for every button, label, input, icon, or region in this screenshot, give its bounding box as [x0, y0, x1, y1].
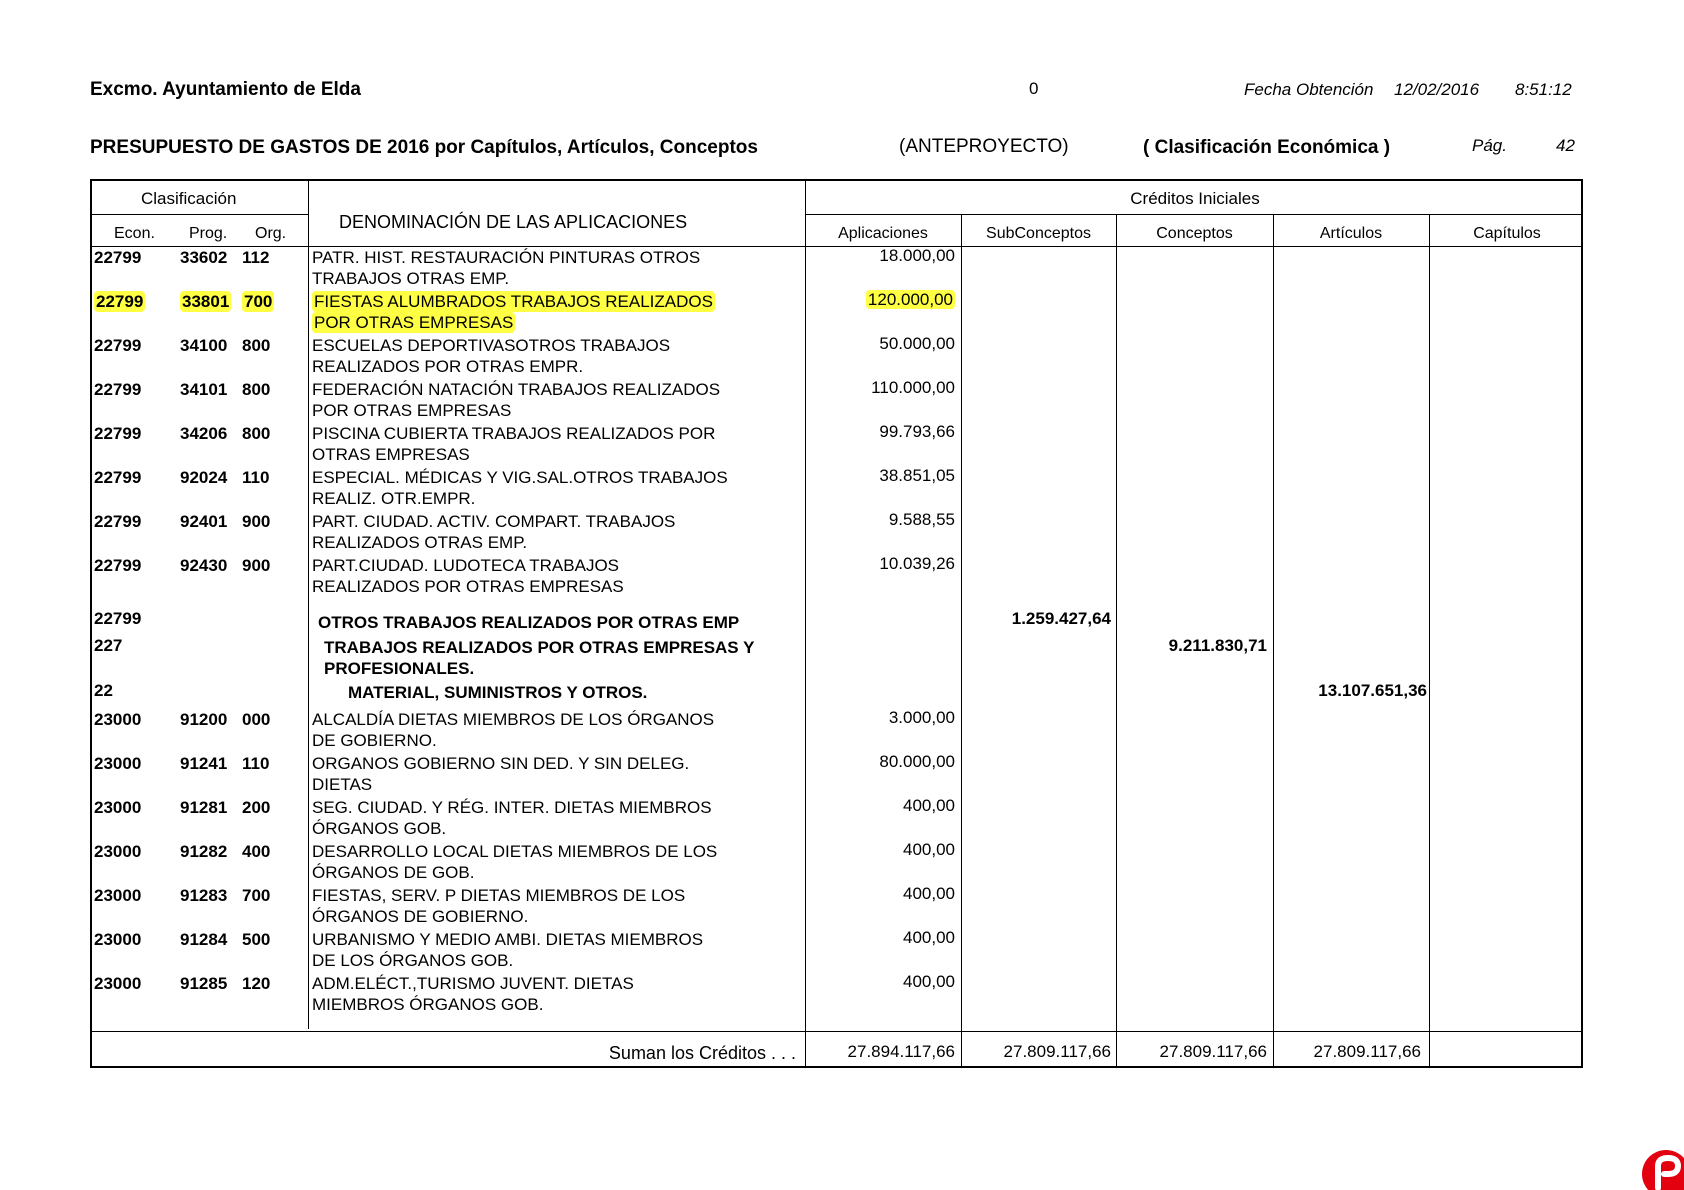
row-prog: 33801 — [182, 292, 230, 311]
row-econ: 22799 — [96, 292, 144, 311]
row-aplicaciones-amount: 110.000,00 — [871, 378, 955, 397]
row-denominacion-line1: FIESTAS ALUMBRADOS TRABAJOS REALIZADOS — [314, 292, 713, 311]
row-econ: 23000 — [94, 842, 142, 861]
row-aplicaciones-amount: 50.000,00 — [879, 334, 955, 353]
row-org: 900 — [242, 556, 271, 575]
row-org: 200 — [242, 798, 271, 817]
row-econ: 23000 — [94, 974, 142, 993]
row-aplicaciones-amount: 400,00 — [903, 840, 955, 859]
row-aplicaciones-amount: 3.000,00 — [888, 708, 955, 727]
subtotal-amount-22799: 1.259.427,64 — [1011, 609, 1111, 628]
row-prog: 34100 — [180, 336, 228, 355]
row-prog: 92024 — [180, 468, 228, 487]
row-econ: 22799 — [94, 556, 142, 575]
subtotal-amount-227: 9.211.830,71 — [1168, 636, 1267, 655]
row-denominacion-line2: TRABAJOS OTRAS EMP. — [312, 269, 510, 288]
row-denominacion-line2: DE LOS ÓRGANOS GOB. — [312, 951, 514, 970]
row-org: 800 — [242, 424, 271, 443]
row-org: 110 — [242, 468, 270, 487]
row-denominacion-line2: MIEMBROS ÓRGANOS GOB. — [312, 995, 544, 1014]
row-prog: 92430 — [180, 556, 228, 575]
row-econ: 23000 — [94, 710, 142, 729]
row-econ: 22799 — [94, 248, 142, 267]
row-aplicaciones-amount: 18.000,00 — [879, 246, 955, 265]
row-prog: 34101 — [180, 380, 228, 399]
row-denominacion-line2: POR OTRAS EMPRESAS — [312, 401, 512, 420]
subtotal-econ-22: 22 — [94, 681, 113, 700]
row-aplicaciones-amount: 99.793,66 — [879, 422, 955, 441]
totals-top-line — [92, 1031, 1581, 1032]
row-denominacion-line1: FIESTAS, SERV. P DIETAS MIEMBROS DE LOS — [312, 886, 686, 905]
row-denominacion-line1: PART.CIUDAD. LUDOTECA TRABAJOS — [312, 556, 620, 575]
row-aplicaciones-amount: 9.588,55 — [888, 510, 955, 529]
totals-aplicaciones: 27.894.117,66 — [847, 1042, 955, 1061]
corner-logo-icon — [1636, 1144, 1684, 1190]
row-prog: 91283 — [180, 886, 228, 905]
subtotal-text2-227: PROFESIONALES. — [324, 659, 475, 678]
header-clasificacion: Clasificación — [141, 189, 237, 208]
row-denominacion-line2: DE GOBIERNO. — [312, 731, 437, 750]
row-org: 900 — [242, 512, 271, 531]
row-prog: 91281 — [180, 798, 228, 817]
row-org: 800 — [242, 380, 271, 399]
row-econ: 22799 — [94, 380, 142, 399]
row-prog: 33602 — [180, 248, 228, 267]
row-denominacion-line1: ADM.ELÉCT.,TURISMO JUVENT. DIETAS — [312, 974, 634, 993]
header-conceptos: Conceptos — [1156, 225, 1233, 242]
row-aplicaciones-amount: 80.000,00 — [879, 752, 955, 771]
row-econ: 22799 — [94, 424, 142, 443]
row-econ: 23000 — [94, 798, 142, 817]
row-org: 112 — [242, 248, 270, 267]
row-denominacion-line2: REALIZADOS OTRAS EMP. — [312, 533, 528, 552]
anteproyecto-label: (ANTEPROYECTO) — [899, 136, 1069, 157]
col-line-denominacion — [308, 181, 309, 1029]
row-econ: 23000 — [94, 754, 142, 773]
pagina-number: 42 — [1556, 136, 1575, 155]
row-prog: 91285 — [180, 974, 228, 993]
row-org: 000 — [242, 710, 271, 729]
fecha-value: 12/02/2016 — [1394, 80, 1480, 99]
row-denominacion-line2: ÓRGANOS GOB. — [312, 819, 447, 838]
header-org: Org. — [255, 225, 287, 242]
header-subconceptos: SubConceptos — [986, 225, 1091, 242]
row-econ: 22799 — [94, 512, 142, 531]
row-denominacion-line2: REALIZ. OTR.EMPR. — [312, 489, 476, 508]
row-denominacion-line2: REALIZADOS POR OTRAS EMPRESAS — [312, 577, 624, 596]
header-econ: Econ. — [114, 225, 155, 242]
row-aplicaciones-amount: 400,00 — [903, 972, 955, 991]
totals-label: Suman los Créditos . . . — [608, 1043, 796, 1063]
row-denominacion-line1: DESARROLLO LOCAL DIETAS MIEMBROS DE LOS — [312, 842, 718, 861]
row-denominacion-line1: SEG. CIUDAD. Y RÉG. INTER. DIETAS MIEMBROS — [312, 798, 712, 817]
subtotal-econ-227: 227 — [94, 636, 123, 655]
fecha-label: Fecha Obtención — [1244, 80, 1374, 99]
row-org: 800 — [242, 336, 271, 355]
header-prog: Prog. — [189, 225, 228, 242]
highlighted-amount: 120.000,00 — [867, 290, 953, 309]
row-econ: 23000 — [94, 930, 142, 949]
subtotal-text-22: MATERIAL, SUMINISTROS Y OTROS. — [348, 683, 648, 702]
organization-name: Excmo. Ayuntamiento de Elda — [90, 79, 361, 100]
row-denominacion-line1: URBANISMO Y MEDIO AMBI. DIETAS MIEMBROS — [312, 930, 704, 949]
row-aplicaciones-amount: 38.851,05 — [879, 466, 955, 485]
row-denominacion-line2: REALIZADOS POR OTRAS EMPR. — [312, 357, 584, 376]
row-denominacion-line1: ESCUELAS DEPORTIVASOTROS TRABAJOS — [312, 336, 671, 355]
subtotal-text-227: TRABAJOS REALIZADOS POR OTRAS EMPRESAS Y — [324, 638, 755, 657]
pagina-label: Pág. — [1472, 136, 1507, 155]
row-denominacion-line2: ÓRGANOS DE GOBIERNO. — [312, 907, 529, 926]
row-org: 120 — [242, 974, 271, 993]
row-denominacion-line1: ALCALDÍA DIETAS MIEMBROS DE LOS ÓRGANOS — [312, 710, 715, 729]
row-denominacion-line1: PATR. HIST. RESTAURACIÓN PINTURAS OTROS — [312, 248, 701, 267]
row-aplicaciones-amount — [805, 289, 955, 310]
header-creditos-iniciales: Créditos Iniciales — [1130, 189, 1260, 208]
row-denominacion-line1: FEDERACIÓN NATACIÓN TRABAJOS REALIZADOS — [312, 380, 721, 399]
row-econ: 22799 — [94, 336, 142, 355]
row-denominacion-line1: PISCINA CUBIERTA TRABAJOS REALIZADOS POR — [312, 424, 716, 443]
row-denominacion-line1: ORGANOS GOBIERNO SIN DED. Y SIN DELEG. — [312, 754, 690, 773]
header-divider-clasif — [92, 214, 308, 215]
row-aplicaciones-amount: 10.039,26 — [879, 554, 955, 573]
col-line-articulos — [1273, 214, 1274, 1066]
hora-value: 8:51:12 — [1515, 80, 1572, 99]
row-prog: 91284 — [180, 930, 228, 949]
row-denominacion-line2: DIETAS — [312, 775, 373, 794]
row-denominacion-line1: PART. CIUDAD. ACTIV. COMPART. TRABAJOS — [312, 512, 676, 531]
row-denominacion-line2: ÓRGANOS DE GOB. — [312, 863, 475, 882]
row-org: 700 — [242, 886, 271, 905]
totals-conceptos: 27.809.117,66 — [1159, 1042, 1267, 1061]
row-denominacion-line1: ESPECIAL. MÉDICAS Y VIG.SAL.OTROS TRABAJOS — [312, 468, 728, 487]
row-econ: 22799 — [94, 468, 142, 487]
header-articulos: Artículos — [1319, 225, 1383, 242]
budget-table — [90, 179, 1583, 1068]
row-prog: 91282 — [180, 842, 228, 861]
row-prog: 91241 — [180, 754, 228, 773]
row-aplicaciones-amount: 400,00 — [903, 884, 955, 903]
row-denominacion-line2: OTRAS EMPRESAS — [312, 445, 470, 464]
totals-articulos: 27.809.117,66 — [1313, 1042, 1421, 1061]
row-aplicaciones-amount: 400,00 — [903, 796, 955, 815]
clasificacion-label: ( Clasificación Económica ) — [1143, 137, 1391, 158]
row-econ: 23000 — [94, 886, 142, 905]
row-prog: 91200 — [180, 710, 228, 729]
document-title: PRESUPUESTO DE GASTOS DE 2016 por Capítulos, Artículos, Conceptos — [90, 137, 758, 158]
totals-subconceptos: 27.809.117,66 — [1003, 1042, 1111, 1061]
row-prog: 34206 — [180, 424, 228, 443]
header-aplicaciones: Aplicaciones — [838, 225, 928, 242]
header-denominacion: DENOMINACIÓN DE LAS APLICACIONES — [339, 212, 688, 232]
col-line-subconceptos — [961, 214, 962, 1066]
row-org: 110 — [242, 754, 270, 773]
col-line-capitulos — [1429, 214, 1430, 1066]
subtotal-econ-22799: 22799 — [94, 609, 142, 628]
row-prog: 92401 — [180, 512, 228, 531]
row-org: 400 — [242, 842, 271, 861]
subtotal-amount-22: 13.107.651,36 — [1318, 681, 1427, 700]
header-capitulos: Capítulos — [1473, 225, 1541, 242]
row-org: 700 — [244, 292, 273, 311]
header-divider-creditos — [805, 214, 1581, 215]
row-aplicaciones-amount: 400,00 — [903, 928, 955, 947]
row-org: 500 — [242, 930, 271, 949]
page-counter-zero: 0 — [1029, 79, 1039, 98]
row-denominacion-line2: POR OTRAS EMPRESAS — [314, 313, 514, 332]
subtotal-text-22799: OTROS TRABAJOS REALIZADOS POR OTRAS EMP — [318, 613, 740, 632]
